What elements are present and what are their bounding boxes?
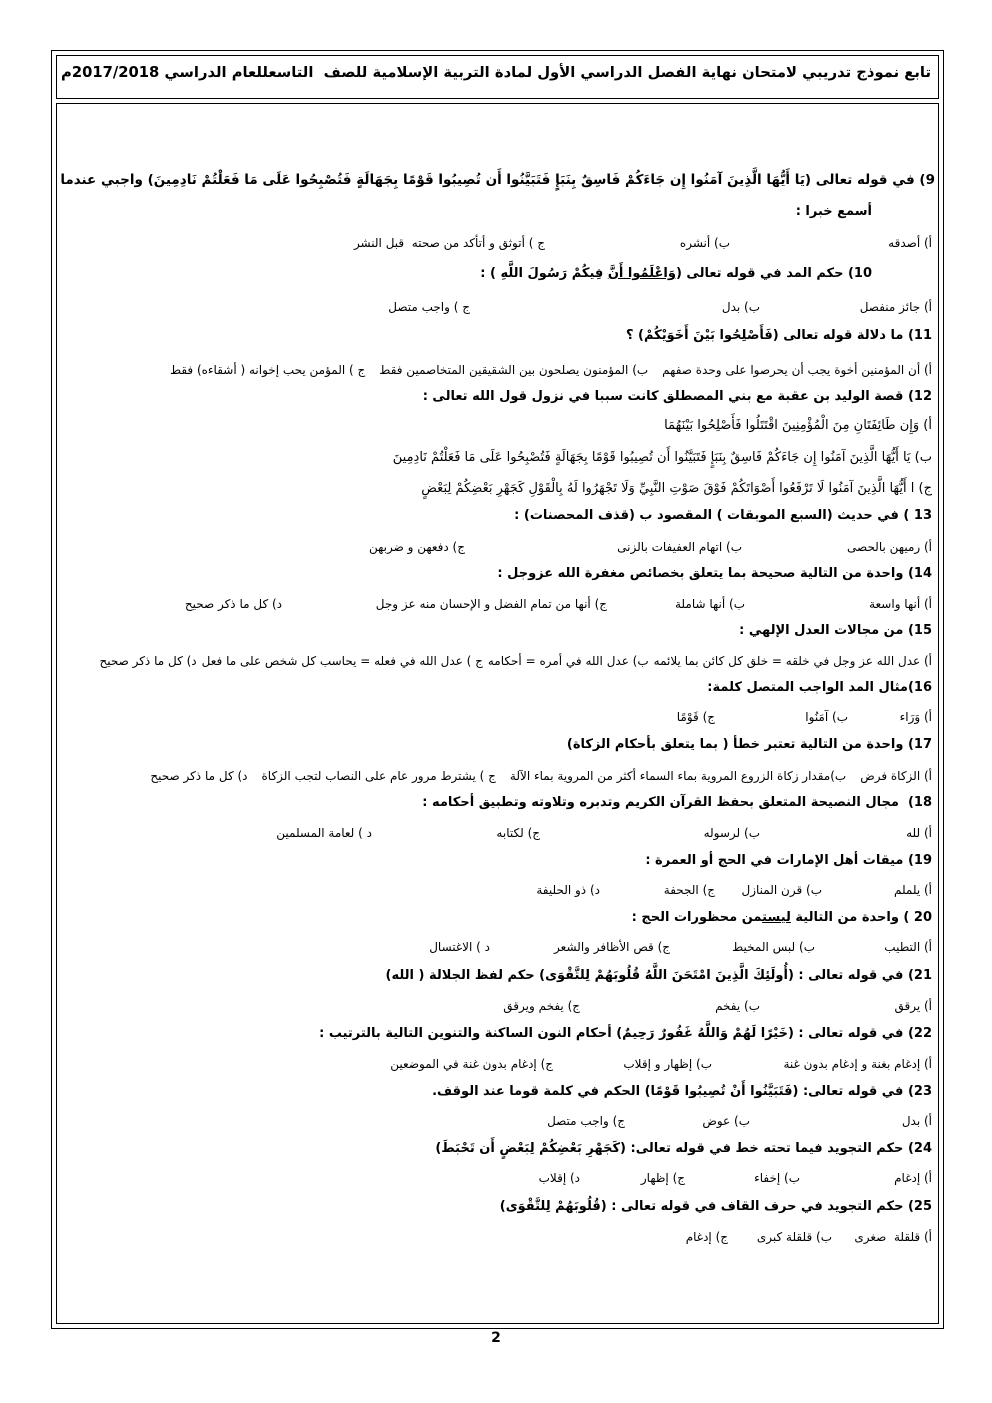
- question-15-options: [10, 650, 932, 672]
- q12-option-c: ج) ا أَيُّهَا الَّذِينَ آمَنُوا لَا تَرْفَعُوا أَصْوَاتَكُمْ فَوْقَ صَوْتِ النَّبِيِّ وَلَا تَجْهَرُوا لَهُ بِالْقَوْلِ كَجَهْرِ بَعْضِكُمْ لِبَعْضٍ: [421, 481, 932, 496]
- q20-option-a: أ) التطيب: [884, 940, 932, 954]
- question-10-underlined: وَاعْلَمُوا أَنَّ: [607, 266, 676, 281]
- question-10-prefix: 10) حكم المد في قوله تعالى (: [675, 266, 872, 281]
- q13-option-a: أ) رميهن بالحصى: [847, 540, 932, 554]
- q16-option-b: ب) آمَنُوا: [805, 710, 848, 724]
- q15-option-d: د) كل ما ذكر صحيح: [99, 654, 197, 668]
- q13-option-b: ب) اتهام العفيفات بالزنى: [617, 540, 742, 554]
- q11-option-a: أ) أن المؤمنين أخوة يجب أن يحرصوا على وحدة صفهم: [662, 363, 932, 377]
- q11-option-c: ج ) المؤمن يحب إخوانه ( أشقاءه) فقط: [169, 363, 366, 377]
- question-18-text: 18) مجال النصيحة المتعلق بحفظ القرآن الكريم وتدبره وتلاوته وتطبيق أحكامه :: [422, 795, 932, 810]
- question-16-options: [0, 706, 992, 728]
- question-17-options: [60, 765, 932, 787]
- question-16: [60, 677, 932, 699]
- q25-option-b: ب) قلقلة كبرى: [756, 1230, 832, 1244]
- question-11: [60, 325, 932, 347]
- question-19-text: 19) ميقات أهل الإمارات في الحج أو العمرة :: [645, 853, 932, 868]
- q16-option-a: أ) وَرَاء: [899, 710, 932, 724]
- page-number: 2: [491, 1330, 501, 1346]
- q17-option-b: ب)مقدار زكاة الزروع المروية بماء السماء أكثر من المروية بماء الآلة: [509, 769, 847, 783]
- q24-option-c: ج) إظهار: [640, 1171, 685, 1185]
- q12-option-b: ب) يَا أَيُّهَا الَّذِينَ آمَنُوا إِن جَاءَكُمْ فَاسِقٌ بِنَبَإٍ فَتَبَيَّنُوا أَن تُصِيبُوا قَوْمًا بِجَهَالَةٍ فَتُصْبِحُوا عَلَى مَا فَعَلْتُمْ نَادِمِينَ: [392, 450, 932, 465]
- q14-option-b: ب) أنها شاملة: [674, 597, 745, 611]
- q20-option-d: د ) الاغتسال: [429, 940, 490, 954]
- q12-option-a-line: [60, 415, 932, 437]
- question-13-text: 13 ) في حديث (السبع الموبقات ) المقصود ب (قذف المحصنات) :: [514, 508, 932, 523]
- question-9-text2: أسمع خبرا :: [795, 204, 872, 219]
- question-13-options: [0, 536, 992, 558]
- question-21: [60, 965, 932, 987]
- q14-option-a: أ) أنها واسعة: [869, 597, 932, 611]
- q15-option-a: أ) عدل الله عز وجل في خلقه = خلق كل كائن بما يلائمه: [653, 654, 932, 668]
- q18-option-b: ب) لرسوله: [703, 826, 760, 840]
- q12-option-c-line: [60, 478, 932, 500]
- question-9-continuation: [60, 201, 872, 223]
- q18-option-a: أ) لله: [906, 826, 932, 840]
- question-9-options: [0, 232, 992, 254]
- question-23-options: [0, 1110, 992, 1132]
- q19-option-a: أ) يلملم: [893, 883, 932, 897]
- q21-option-a: أ) يرقق: [894, 999, 932, 1013]
- question-20-options: [0, 936, 992, 958]
- q18-option-d: د ) لعامة المسلمين: [276, 826, 372, 840]
- q17-option-c: ج ) يشترط مرور عام على النصاب لتجب الزكاة: [261, 769, 496, 783]
- q10-option-a: أ) جائز منفصل: [859, 300, 932, 314]
- question-25: [60, 1196, 932, 1218]
- q19-option-b: ب) قرن المنازل: [741, 883, 822, 897]
- q9-option-b: ب) أنشره: [679, 236, 730, 250]
- question-10-suffix: فِيكُمْ رَسُولَ اللَّهِ ) :: [480, 266, 608, 281]
- header-title: [60, 62, 932, 84]
- question-23: [60, 1081, 932, 1103]
- q20-option-c: ج) قص الأظافر والشعر: [554, 940, 670, 954]
- question-12: [60, 386, 932, 408]
- question-20: [60, 907, 932, 929]
- question-15: [60, 620, 932, 642]
- question-20-suffix: من محظورات الحج :: [631, 910, 763, 925]
- q20-option-b: ب) لبس المخيط: [732, 940, 815, 954]
- question-24-options: [0, 1167, 992, 1189]
- question-13: [60, 505, 932, 527]
- question-10: [60, 263, 872, 285]
- question-25-text: 25) حكم التجويد في حرف القاف في قوله تعالى : (قُلُوبَهُمْ لِلتَّقْوَى): [499, 1199, 932, 1214]
- q22-option-c: ج) إدغام بدون غنة في الموضعين: [390, 1057, 553, 1071]
- q23-option-c: ج) واجب متصل: [547, 1114, 625, 1128]
- q21-option-c: ج) يفخم ويرقق: [503, 999, 580, 1013]
- q24-option-d: د) إقلاب: [538, 1171, 580, 1185]
- q23-option-a: أ) بدل: [901, 1114, 932, 1128]
- q10-option-b: ب) بدل: [721, 300, 760, 314]
- question-22-text: 22) في قوله تعالى : (خَيْرًا لَهُمْ وَاللَّهُ غَفُورٌ رَحِيمٌ) أحكام النون الساكنة والتنوين التالية بالترتيب :: [319, 1026, 932, 1041]
- question-19: [60, 850, 932, 872]
- question-18-options: [0, 822, 992, 844]
- q14-option-c: ج) أنها من تمام الفضل و الإحسان منه عز وجل: [375, 597, 607, 611]
- question-18: [60, 792, 932, 814]
- q15-option-c: ج ) عدل الله في فعله = يحاسب كل شخص على ما فعل: [201, 654, 483, 668]
- q17-option-a: أ) الزكاة فرض: [860, 769, 932, 783]
- question-15-text: 15) من مجالات العدل الإلهي :: [739, 623, 932, 638]
- q13-option-c: ج) دفعهن و ضربهن: [368, 540, 465, 554]
- question-24: [60, 1138, 932, 1160]
- q25-option-c: ج) إدغام: [685, 1230, 728, 1244]
- q16-option-c: ج) قَوْمًا: [676, 710, 715, 724]
- question-25-options: [0, 1226, 992, 1248]
- q18-option-c: ج) لكتابه: [496, 826, 540, 840]
- q22-option-a: أ) إدغام بغنة و إدغام بدون غنة: [783, 1057, 932, 1071]
- question-23-text: 23) في قوله تعالى: (فَتَبَيَّنُوا أَنْ تُصِيبُوا قَوْمًا) الحكم في كلمة قوما عند الوقف.: [432, 1084, 932, 1099]
- question-12-text: 12) قصة الوليد بن عقبة مع بني المصطلق كانت سببا في نزول قول الله تعالى :: [422, 389, 932, 404]
- q23-option-b: ب) عوض: [702, 1114, 750, 1128]
- q21-option-b: ب) يفخم: [715, 999, 760, 1013]
- question-24-text: 24) حكم التجويد فيما تحته خط في قوله تعالى: (كَجَهْرِ بَعْضِكُمْ لِبَعْضٍ أَن تَحْبَطَ): [435, 1141, 932, 1156]
- q19-option-c: ج) الجحفة: [663, 883, 715, 897]
- question-11-options: [60, 359, 932, 381]
- q9-option-a: أ) أصدقه: [888, 236, 932, 250]
- q15-option-b: ب) عدل الله في أمره = أحكامه: [487, 654, 649, 668]
- question-10-options: [0, 296, 992, 318]
- q10-option-c: ج ) واجب متصل: [388, 300, 470, 314]
- question-9: [60, 169, 935, 191]
- question-9-text: 9) في قوله تعالى (يَا أَيُّهَا الَّذِينَ آمَنُوا إِن جَاءَكُمْ فَاسِقٌ بِنَبَإٍ فَتَبَيَّنُوا أَن تُصِيبُوا قَوْمًا بِجَهَالَةٍ فَتُصْبِحُوا عَلَى مَا فَعَلْتُمْ نَادِمِينَ) واجبي عندما: [60, 172, 935, 188]
- q24-option-b: ب) إخفاء: [754, 1171, 800, 1185]
- question-17-text: 17) واحدة من التالية تعتبر خطأ ( بما يتعلق بأحكام الزكاة): [566, 737, 932, 752]
- question-11-text: 11) ما دلالة قوله تعالى (فَأَصْلِحُوا بَيْنَ أَخَوَيْكُمْ) ؟: [625, 328, 932, 343]
- q22-option-b: ب) إظهار و إقلاب: [623, 1057, 712, 1071]
- question-14-text: 14) واحدة من التالية صحيحة بما يتعلق بخصائص مغفرة الله عزوجل :: [497, 566, 932, 581]
- question-17: [60, 734, 932, 756]
- question-20-underlined: ليست: [762, 910, 791, 925]
- q25-option-a: أ) قلقلة صغرى: [854, 1230, 932, 1244]
- q12-option-a: أ) وَإِن طَائِفَتَانِ مِنَ الْمُؤْمِنِينَ اقْتَتَلُوا فَأَصْلِحُوا بَيْنَهُمَا: [664, 418, 932, 433]
- q11-option-b: ب) المؤمنون يصلحون بين الشقيقين المتخاصمين فقط: [379, 363, 649, 377]
- question-21-options: [0, 995, 992, 1017]
- question-16-text: 16)مثال المد الواجب المتصل كلمة:: [707, 680, 932, 695]
- header-title-text: تابع نموذج تدريبي لامتحان نهاية الفصل الدراسي الأول لمادة التربية الإسلامية للصف التاسعللعام الدراسي 2017/2018م: [61, 64, 931, 81]
- question-14: [60, 563, 932, 585]
- q9-option-c: ج ) أتوثق و أتأكد من صحته قبل النشر: [353, 236, 545, 250]
- question-21-text: 21) في قوله تعالى : (أُولَئِكَ الَّذِينَ امْتَحَنَ اللَّهُ قُلُوبَهُمْ لِلتَّقْوَى) حكم لفظ الجلالة ( الله): [385, 968, 932, 983]
- question-22-options: [0, 1053, 992, 1075]
- question-14-options: [0, 593, 992, 615]
- q12-option-b-line: [60, 447, 932, 469]
- q14-option-d: د) كل ما ذكر صحيح: [184, 597, 282, 611]
- q24-option-a: أ) إدغام: [894, 1171, 932, 1185]
- question-22: [60, 1023, 932, 1045]
- question-19-options: [0, 879, 992, 901]
- q19-option-d: د) ذو الحليفة: [536, 883, 600, 897]
- q17-option-d: د) كل ما ذكر صحيح: [150, 769, 248, 783]
- question-20-prefix: 20 ) واحدة من التالية: [790, 910, 932, 925]
